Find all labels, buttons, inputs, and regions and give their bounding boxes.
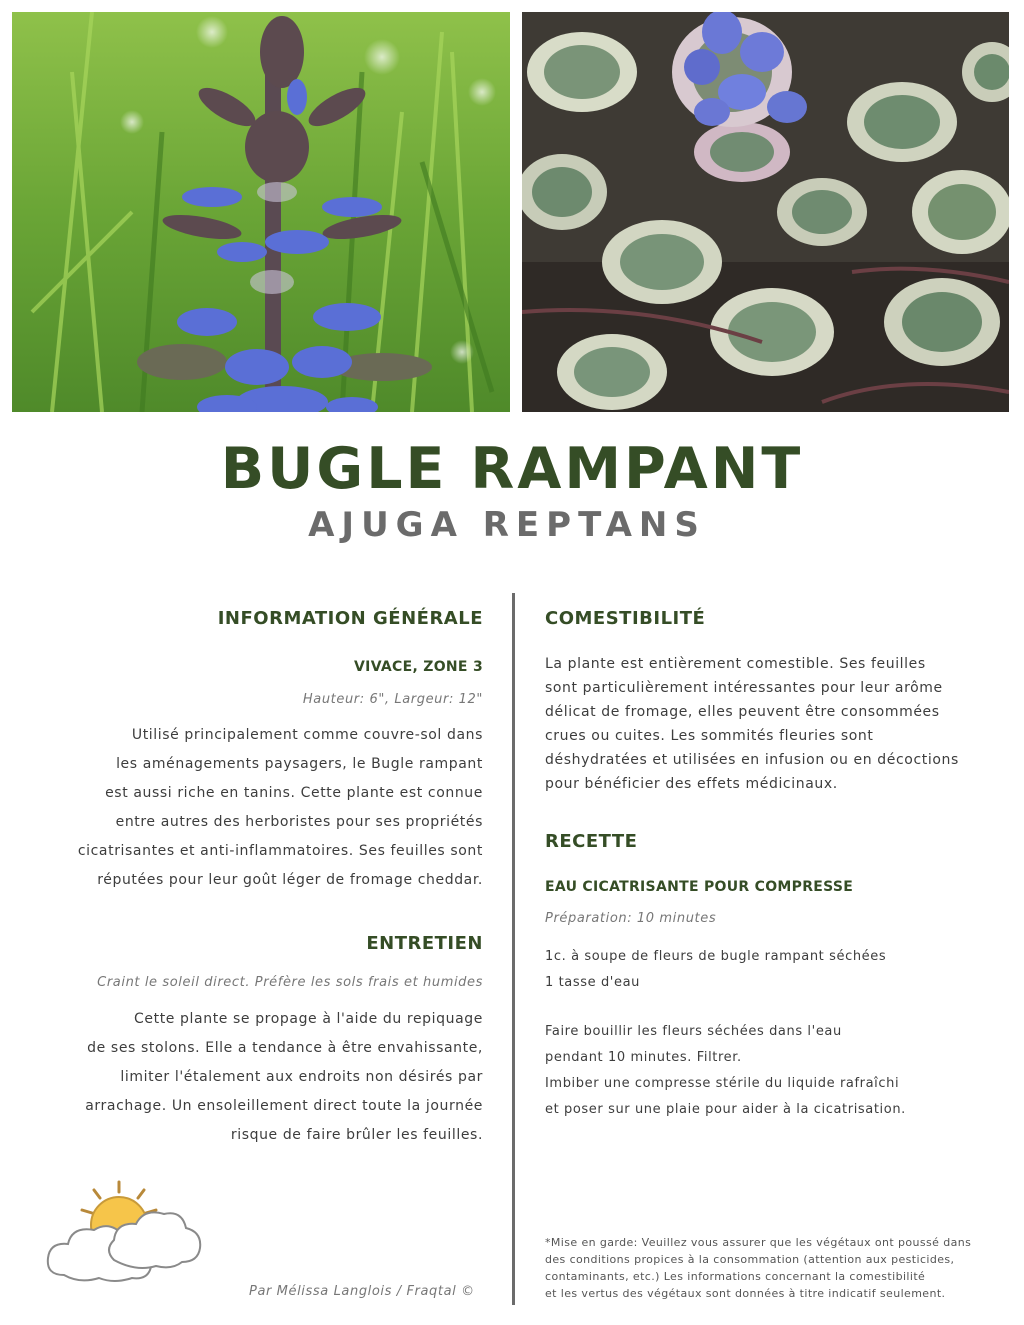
- recipe-step: pendant 10 minutes. Filtrer.: [545, 1050, 742, 1065]
- ingredient-item: 1c. à soupe de fleurs de bugle rampant séchées: [545, 949, 887, 964]
- column-divider: [512, 593, 515, 1305]
- general-line: entre autres des herboristes pour ses propriétés: [115, 814, 483, 830]
- care-line: arrachage. Un ensoleillement direct toute la journée: [85, 1098, 483, 1114]
- general-line: les aménagements paysagers, le Bugle rampant: [116, 756, 483, 772]
- care-note: Craint le soleil direct. Préfère les sols frais et humides: [97, 975, 483, 990]
- sun-behind-clouds-icon: [44, 1180, 204, 1286]
- recipe-heading: RECETTE: [545, 831, 638, 852]
- photo-flower-spike: [12, 12, 510, 412]
- care-heading: ENTRETIEN: [366, 933, 483, 954]
- general-line: cicatrisantes et anti-inflammatoires. Ses feuilles sont: [77, 843, 483, 859]
- general-line: Utilisé principalement comme couvre-sol dans: [131, 727, 483, 743]
- photo-variegated-leaves: [522, 12, 1009, 412]
- recipe-step: et poser sur une plaie pour aider à la cicatrisation.: [545, 1102, 906, 1117]
- edibility-line: délicat de fromage, elles peuvent être consommées: [545, 704, 940, 720]
- general-paragraph: [23, 721, 483, 895]
- care-line: Cette plante se propage à l'aide du repiquage: [134, 1011, 483, 1027]
- care-paragraph: [23, 1005, 483, 1150]
- warning-line: des conditions propices à la consommation (attention aux pesticides,: [545, 1253, 955, 1266]
- warning-line: contaminants, etc.) Les informations concernant la comestibilité: [545, 1270, 926, 1283]
- care-line: de ses stolons. Elle a tendance à être envahissante,: [87, 1040, 483, 1056]
- ingredient-item: 1 tasse d'eau: [545, 975, 640, 990]
- recipe-ingredients: [545, 944, 1005, 996]
- recipe-step: Imbiber une compresse stérile du liquide rafraîchi: [545, 1076, 900, 1091]
- recipe-name: EAU CICATRISANTE POUR COMPRESSE: [545, 879, 854, 895]
- credit: Par Mélissa Langlois / Fraqtal ©: [249, 1284, 475, 1299]
- edibility-line: La plante est entièrement comestible. Ses feuilles: [545, 656, 926, 672]
- edibility-paragraph: [545, 652, 1005, 796]
- safety-warning: [545, 1234, 971, 1302]
- recipe-step: Faire bouillir les fleurs séchées dans l'eau: [545, 1024, 842, 1039]
- page-subtitle: AJUGA REPTANS: [308, 505, 706, 545]
- general-heading: INFORMATION GÉNÉRALE: [217, 608, 483, 629]
- edibility-line: pour bénéficier des effets médicinaux.: [545, 776, 838, 792]
- page-title: BUGLE RAMPANT: [220, 436, 804, 502]
- edibility-line: crues ou cuites. Les sommités fleuries sont: [545, 728, 874, 744]
- edibility-line: sont particulièrement intéressantes pour leur arôme: [545, 680, 943, 696]
- warning-line: *Mise en garde: Veuillez vous assurer que les végétaux ont poussé dans: [545, 1236, 972, 1249]
- recipe-prep-time: Préparation: 10 minutes: [545, 911, 717, 926]
- care-line: limiter l'étalement aux endroits non désirés par: [120, 1069, 483, 1085]
- general-line: réputées pour leur goût léger de fromage cheddar.: [97, 872, 483, 888]
- edibility-heading: COMESTIBILITÉ: [545, 608, 706, 629]
- edibility-line: déshydratées et utilisées en infusion ou en décoctions: [545, 752, 959, 768]
- general-line: est aussi riche en tanins. Cette plante est connue: [105, 785, 483, 801]
- plant-dimensions: Hauteur: 6", Largeur: 12": [302, 692, 483, 707]
- warning-line: et les vertus des végétaux sont données à titre indicatif seulement.: [545, 1287, 946, 1300]
- recipe-steps: [545, 1019, 1005, 1123]
- care-line: risque de faire brûler les feuilles.: [230, 1127, 483, 1143]
- plant-type: VIVACE, ZONE 3: [354, 659, 483, 675]
